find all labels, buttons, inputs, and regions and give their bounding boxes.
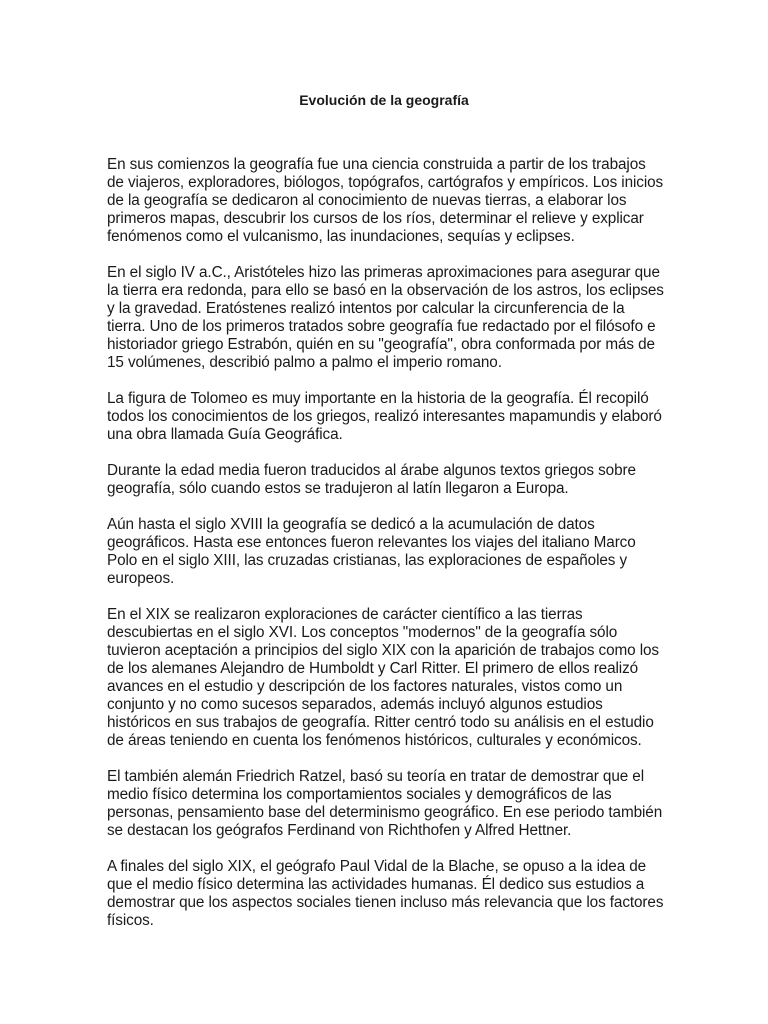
paragraph: La figura de Tolomeo es muy importante en la historia de la geografía. Él recopiló todos los conocimientos de los griegos, realizó interesantes mapamundis y elaboró una obra llamada Guía Geográfica. bbox=[107, 390, 662, 443]
paragraph: En el XIX se realizaron exploraciones de carácter científico a las tierras descubiertas en el siglo XVI. Los conceptos "modernos" de la geografía sólo tuvieron aceptación a principios del siglo XIX con la aparición de trabajos como los de los alemanes Alejandro de Humboldt y Carl Ritter. El primero de ellos realizó avances en el estudio y descripción de los factores naturales, vistos como un conjunto y no como sucesos separados, además incluyó algunos estudios históricos en sus trabajos de geografía. Ritter centró todo su análisis en el estudio de áreas teniendo en cuenta los fenómenos históricos, culturales y económicos. bbox=[107, 606, 659, 749]
paragraph: Aún hasta el siglo XVIII la geografía se dedicó a la acumulación de datos geográficos. Hasta ese entonces fueron relevantes los viajes del italiano Marco Polo en el siglo XIII, las cruzadas cristianas, las exploraciones de españoles y europeos. bbox=[107, 516, 636, 587]
paragraph: En el siglo IV a.C., Aristóteles hizo las primeras aproximaciones para asegurar que la tierra era redonda, para ello se basó en la observación de los astros, los eclipses y la gravedad. Eratóstenes realizó intentos por calcular la circunferencia de la tierra. Uno de los primeros tratados sobre geografía fue redactado por el filósofo e historiador griego Estrabón, quién en su "geografía", obra conformada por más de 15 volúmenes, describió palmo a palmo el imperio romano. bbox=[107, 264, 664, 371]
document-body bbox=[107, 156, 665, 948]
paragraph: Durante la edad media fueron traducidos al árabe algunos textos griegos sobre geografía, sólo cuando estos se tradujeron al latín llegaron a Europa. bbox=[107, 462, 636, 497]
paragraph: En sus comienzos la geografía fue una ciencia construida a partir de los trabajos de viajeros, exploradores, biólogos, topógrafos, cartógrafos y empíricos. Los inicios de la geografía se dedicaron al conocimiento de nuevas tierras, a elaborar los primeros mapas, descubrir los cursos de los ríos, determinar el relieve y explicar fenómenos como el vulcanismo, las inundaciones, sequías y eclipses. bbox=[107, 156, 664, 245]
document-title: Evolución de la geografía bbox=[299, 92, 469, 108]
paragraph: A finales del siglo XIX, el geógrafo Paul Vidal de la Blache, se opuso a la idea de que el medio físico determina las actividades humanas. Él dedico sus estudios a demostrar que los aspectos sociales tienen incluso más relevancia que los factores físicos. bbox=[107, 858, 664, 929]
paragraph: El también alemán Friedrich Ratzel, basó su teoría en tratar de demostrar que el medio físico determina los comportamientos sociales y demográficos de las personas, pensamiento base del determinismo geográfico. En ese periodo también se destacan los geógrafos Ferdinand von Richthofen y Alfred Hettner. bbox=[107, 768, 663, 839]
